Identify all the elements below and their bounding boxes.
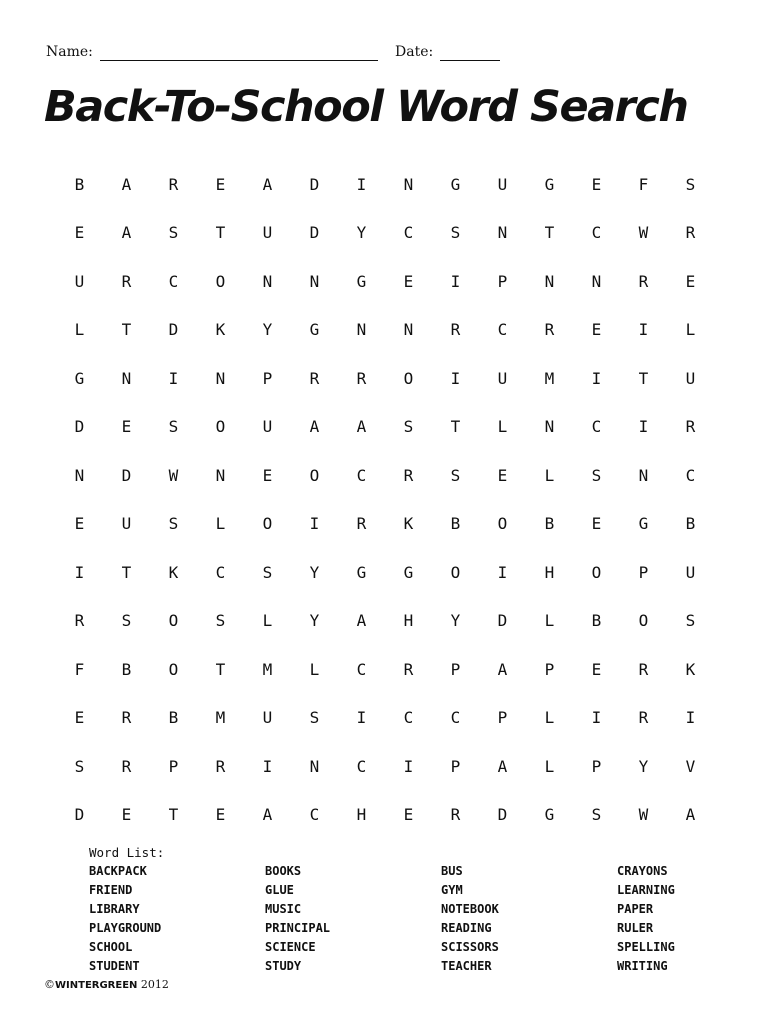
grid-letter[interactable]: U: [262, 708, 273, 728]
grid-letter[interactable]: P: [450, 659, 461, 679]
grid-letter[interactable]: E: [121, 805, 132, 825]
grid-letter[interactable]: F: [74, 659, 85, 679]
grid-letter[interactable]: N: [74, 465, 85, 485]
word-list-item: BUS: [441, 864, 463, 878]
grid-letter[interactable]: E: [591, 659, 602, 679]
grid-letter[interactable]: S: [74, 756, 85, 776]
grid-letter[interactable]: I: [74, 562, 85, 582]
grid-letter[interactable]: G: [356, 562, 367, 582]
grid-letter[interactable]: R: [638, 271, 649, 291]
word-list-item: PLAYGROUND: [89, 921, 162, 935]
copyright-year: 2012: [140, 978, 169, 991]
grid-letter[interactable]: U: [497, 174, 508, 194]
grid-letter[interactable]: I: [638, 320, 649, 340]
grid-letter[interactable]: S: [168, 417, 179, 437]
grid-letter[interactable]: L: [262, 611, 273, 631]
grid-letter[interactable]: R: [121, 708, 132, 728]
grid-letter[interactable]: M: [262, 659, 273, 679]
grid-letter[interactable]: T: [544, 223, 555, 243]
word-list-item: PRINCIPAL: [265, 921, 331, 935]
grid-letter[interactable]: O: [262, 514, 273, 534]
grid-letter[interactable]: R: [403, 465, 414, 485]
grid-letter[interactable]: T: [450, 417, 461, 437]
grid-letter[interactable]: S: [403, 417, 414, 437]
grid-letter[interactable]: E: [215, 174, 226, 194]
grid-letter[interactable]: O: [168, 611, 179, 631]
grid-letter[interactable]: C: [168, 271, 179, 291]
grid-letter[interactable]: I: [591, 708, 602, 728]
grid-letter[interactable]: V: [685, 756, 696, 776]
grid-letter[interactable]: G: [544, 805, 555, 825]
grid-letter[interactable]: E: [74, 223, 85, 243]
grid-letter[interactable]: G: [544, 174, 555, 194]
grid-letter[interactable]: O: [215, 417, 226, 437]
word-list-item: BACKPACK: [89, 864, 147, 878]
grid-letter[interactable]: U: [262, 417, 273, 437]
grid-letter[interactable]: D: [74, 805, 85, 825]
grid-letter[interactable]: I: [168, 368, 179, 388]
grid-letter[interactable]: O: [215, 271, 226, 291]
grid-letter[interactable]: Y: [450, 611, 461, 631]
grid-letter[interactable]: W: [638, 223, 649, 243]
grid-letter[interactable]: C: [309, 805, 320, 825]
grid-letter[interactable]: S: [591, 805, 602, 825]
grid-letter[interactable]: R: [215, 756, 226, 776]
grid-letter[interactable]: K: [168, 562, 179, 582]
grid-letter[interactable]: S: [215, 611, 226, 631]
grid-letter[interactable]: D: [309, 223, 320, 243]
word-list-label: Word List:: [89, 845, 165, 860]
copyright-footer: [44, 978, 169, 991]
grid-letter[interactable]: I: [356, 708, 367, 728]
grid-letter[interactable]: S: [168, 223, 179, 243]
grid-letter[interactable]: S: [262, 562, 273, 582]
grid-letter[interactable]: A: [685, 805, 696, 825]
word-list-item: TEACHER: [441, 959, 492, 973]
grid-letter[interactable]: C: [403, 708, 414, 728]
grid-letter[interactable]: E: [262, 465, 273, 485]
grid-letter[interactable]: W: [638, 805, 649, 825]
date-label: Date:: [395, 44, 434, 60]
grid-letter[interactable]: I: [638, 417, 649, 437]
grid-letter[interactable]: S: [685, 611, 696, 631]
grid-letter[interactable]: B: [121, 659, 132, 679]
letter-grid: [56, 160, 714, 839]
grid-letter[interactable]: E: [591, 514, 602, 534]
grid-letter[interactable]: L: [215, 514, 226, 534]
grid-letter[interactable]: G: [74, 368, 85, 388]
grid-letter[interactable]: R: [74, 611, 85, 631]
page-title: Back-To-School Word Search: [44, 82, 688, 132]
grid-letter[interactable]: U: [121, 514, 132, 534]
word-list-item: WRITING: [617, 959, 668, 973]
grid-letter[interactable]: T: [638, 368, 649, 388]
grid-letter[interactable]: I: [450, 271, 461, 291]
grid-letter[interactable]: C: [591, 417, 602, 437]
grid-letter[interactable]: R: [544, 320, 555, 340]
grid-letter[interactable]: U: [497, 368, 508, 388]
grid-letter[interactable]: R: [309, 368, 320, 388]
grid-letter[interactable]: I: [356, 174, 367, 194]
grid-letter[interactable]: G: [450, 174, 461, 194]
grid-letter[interactable]: N: [215, 465, 226, 485]
word-list-item: STUDENT: [89, 959, 140, 973]
grid-letter[interactable]: D: [74, 417, 85, 437]
name-blank[interactable]: [100, 60, 378, 61]
grid-letter[interactable]: N: [215, 368, 226, 388]
word-list-item: LEARNING: [617, 883, 675, 897]
grid-letter[interactable]: B: [685, 514, 696, 534]
grid-letter[interactable]: B: [591, 611, 602, 631]
grid-letter[interactable]: A: [262, 174, 273, 194]
word-list-item: READING: [441, 921, 492, 935]
grid-letter[interactable]: S: [450, 223, 461, 243]
grid-letter[interactable]: I: [262, 756, 273, 776]
grid-letter[interactable]: G: [638, 514, 649, 534]
word-list-item: GYM: [441, 883, 463, 897]
grid-letter[interactable]: H: [403, 611, 414, 631]
grid-letter[interactable]: E: [74, 708, 85, 728]
grid-letter[interactable]: Y: [356, 223, 367, 243]
grid-letter[interactable]: N: [638, 465, 649, 485]
grid-letter[interactable]: Y: [309, 611, 320, 631]
grid-letter[interactable]: R: [450, 805, 461, 825]
grid-letter[interactable]: N: [403, 174, 414, 194]
grid-letter[interactable]: R: [356, 368, 367, 388]
grid-letter[interactable]: A: [356, 417, 367, 437]
grid-letter[interactable]: O: [638, 611, 649, 631]
grid-letter[interactable]: G: [309, 320, 320, 340]
grid-letter[interactable]: S: [685, 174, 696, 194]
grid-letter[interactable]: L: [544, 708, 555, 728]
grid-letter[interactable]: F: [638, 174, 649, 194]
grid-letter[interactable]: N: [309, 271, 320, 291]
grid-letter[interactable]: O: [403, 368, 414, 388]
grid-letter[interactable]: U: [685, 368, 696, 388]
grid-letter[interactable]: P: [262, 368, 273, 388]
grid-letter[interactable]: Y: [638, 756, 649, 776]
grid-letter[interactable]: G: [403, 562, 414, 582]
publisher-name: WINTERGREEN: [55, 980, 138, 991]
grid-letter[interactable]: E: [121, 417, 132, 437]
grid-letter[interactable]: R: [121, 756, 132, 776]
grid-letter[interactable]: G: [356, 271, 367, 291]
grid-letter[interactable]: P: [168, 756, 179, 776]
grid-letter[interactable]: E: [74, 514, 85, 534]
grid-letter[interactable]: H: [544, 562, 555, 582]
grid-letter[interactable]: N: [121, 368, 132, 388]
word-list-item: FRIEND: [89, 883, 133, 897]
grid-letter[interactable]: P: [638, 562, 649, 582]
grid-letter[interactable]: I: [309, 514, 320, 534]
grid-letter[interactable]: S: [309, 708, 320, 728]
word-list-item: LIBRARY: [89, 902, 140, 916]
grid-letter[interactable]: C: [356, 756, 367, 776]
word-list-item: RULER: [617, 921, 654, 935]
name-label: Name:: [46, 44, 93, 60]
grid-letter[interactable]: N: [497, 223, 508, 243]
grid-letter[interactable]: L: [685, 320, 696, 340]
grid-letter[interactable]: K: [403, 514, 414, 534]
grid-letter[interactable]: A: [121, 223, 132, 243]
grid-letter[interactable]: B: [450, 514, 461, 534]
word-list-item: PAPER: [617, 902, 654, 916]
grid-letter[interactable]: L: [497, 417, 508, 437]
grid-letter[interactable]: T: [121, 320, 132, 340]
grid-letter[interactable]: E: [685, 271, 696, 291]
grid-letter[interactable]: R: [685, 417, 696, 437]
grid-letter[interactable]: N: [591, 271, 602, 291]
grid-letter[interactable]: P: [497, 708, 508, 728]
grid-letter[interactable]: S: [591, 465, 602, 485]
grid-letter[interactable]: O: [591, 562, 602, 582]
grid-letter[interactable]: L: [544, 611, 555, 631]
grid-letter[interactable]: A: [497, 756, 508, 776]
grid-letter[interactable]: I: [450, 368, 461, 388]
grid-letter[interactable]: B: [168, 708, 179, 728]
grid-letter[interactable]: S: [121, 611, 132, 631]
grid-letter[interactable]: T: [121, 562, 132, 582]
grid-letter[interactable]: R: [356, 514, 367, 534]
grid-letter[interactable]: P: [450, 756, 461, 776]
grid-letter[interactable]: R: [403, 659, 414, 679]
grid-letter[interactable]: T: [215, 223, 226, 243]
grid-letter[interactable]: N: [544, 417, 555, 437]
grid-letter[interactable]: C: [403, 223, 414, 243]
grid-letter[interactable]: C: [685, 465, 696, 485]
grid-letter[interactable]: D: [168, 320, 179, 340]
grid-letter[interactable]: D: [309, 174, 320, 194]
grid-letter[interactable]: D: [497, 805, 508, 825]
copyright-symbol: ©: [44, 978, 55, 991]
word-list-item: SCISSORS: [441, 940, 499, 954]
word-list-item: CRAYONS: [617, 864, 668, 878]
grid-letter[interactable]: N: [403, 320, 414, 340]
grid-letter[interactable]: A: [121, 174, 132, 194]
grid-letter[interactable]: N: [309, 756, 320, 776]
grid-letter[interactable]: W: [168, 465, 179, 485]
grid-letter[interactable]: T: [215, 659, 226, 679]
grid-letter[interactable]: E: [403, 271, 414, 291]
grid-letter[interactable]: I: [497, 562, 508, 582]
grid-letter[interactable]: O: [450, 562, 461, 582]
grid-letter[interactable]: H: [356, 805, 367, 825]
word-list-item: MUSIC: [265, 902, 302, 916]
grid-letter[interactable]: S: [168, 514, 179, 534]
grid-letter[interactable]: R: [638, 659, 649, 679]
grid-letter[interactable]: R: [450, 320, 461, 340]
grid-letter[interactable]: C: [450, 708, 461, 728]
grid-letter[interactable]: A: [262, 805, 273, 825]
grid-letter[interactable]: R: [685, 223, 696, 243]
word-list-item: SCIENCE: [265, 940, 316, 954]
grid-letter[interactable]: P: [497, 271, 508, 291]
grid-letter[interactable]: U: [74, 271, 85, 291]
grid-letter[interactable]: E: [403, 805, 414, 825]
grid-letter[interactable]: A: [309, 417, 320, 437]
grid-letter[interactable]: E: [591, 320, 602, 340]
grid-letter[interactable]: R: [168, 174, 179, 194]
grid-letter[interactable]: E: [497, 465, 508, 485]
grid-letter[interactable]: C: [356, 465, 367, 485]
word-list-item: GLUE: [265, 883, 294, 897]
word-list-item: BOOKS: [265, 864, 302, 878]
date-blank[interactable]: [440, 60, 500, 61]
grid-letter[interactable]: U: [262, 223, 273, 243]
grid-letter[interactable]: O: [309, 465, 320, 485]
grid-letter[interactable]: N: [262, 271, 273, 291]
grid-letter[interactable]: D: [497, 611, 508, 631]
grid-letter[interactable]: C: [356, 659, 367, 679]
grid-letter[interactable]: P: [544, 659, 555, 679]
grid-letter[interactable]: I: [403, 756, 414, 776]
grid-letter[interactable]: R: [121, 271, 132, 291]
grid-letter[interactable]: K: [215, 320, 226, 340]
grid-letter[interactable]: N: [356, 320, 367, 340]
grid-letter[interactable]: B: [544, 514, 555, 534]
grid-letter[interactable]: A: [497, 659, 508, 679]
word-list-item: NOTEBOOK: [441, 902, 499, 916]
grid-letter[interactable]: E: [215, 805, 226, 825]
word-list-item: STUDY: [265, 959, 302, 973]
grid-letter[interactable]: E: [591, 174, 602, 194]
grid-letter[interactable]: I: [591, 368, 602, 388]
grid-letter[interactable]: M: [215, 708, 226, 728]
grid-letter[interactable]: O: [497, 514, 508, 534]
word-list-item: SCHOOL: [89, 940, 133, 954]
grid-letter[interactable]: R: [638, 708, 649, 728]
word-list-item: SPELLING: [617, 940, 675, 954]
grid-letter[interactable]: C: [591, 223, 602, 243]
student-info-line: [46, 44, 726, 66]
grid-letter[interactable]: L: [544, 756, 555, 776]
grid-letter[interactable]: K: [685, 659, 696, 679]
grid-letter[interactable]: D: [121, 465, 132, 485]
grid-letter[interactable]: C: [215, 562, 226, 582]
grid-letter[interactable]: Y: [262, 320, 273, 340]
grid-letter[interactable]: L: [309, 659, 320, 679]
grid-letter[interactable]: P: [591, 756, 602, 776]
grid-letter[interactable]: N: [544, 271, 555, 291]
grid-letter[interactable]: O: [168, 659, 179, 679]
grid-letter[interactable]: I: [685, 708, 696, 728]
grid-letter[interactable]: B: [74, 174, 85, 194]
grid-letter[interactable]: L: [544, 465, 555, 485]
grid-letter[interactable]: C: [497, 320, 508, 340]
grid-letter[interactable]: U: [685, 562, 696, 582]
grid-letter[interactable]: M: [544, 368, 555, 388]
grid-letter[interactable]: T: [168, 805, 179, 825]
grid-letter[interactable]: A: [356, 611, 367, 631]
grid-letter[interactable]: Y: [309, 562, 320, 582]
grid-letter[interactable]: S: [450, 465, 461, 485]
grid-letter[interactable]: L: [74, 320, 85, 340]
